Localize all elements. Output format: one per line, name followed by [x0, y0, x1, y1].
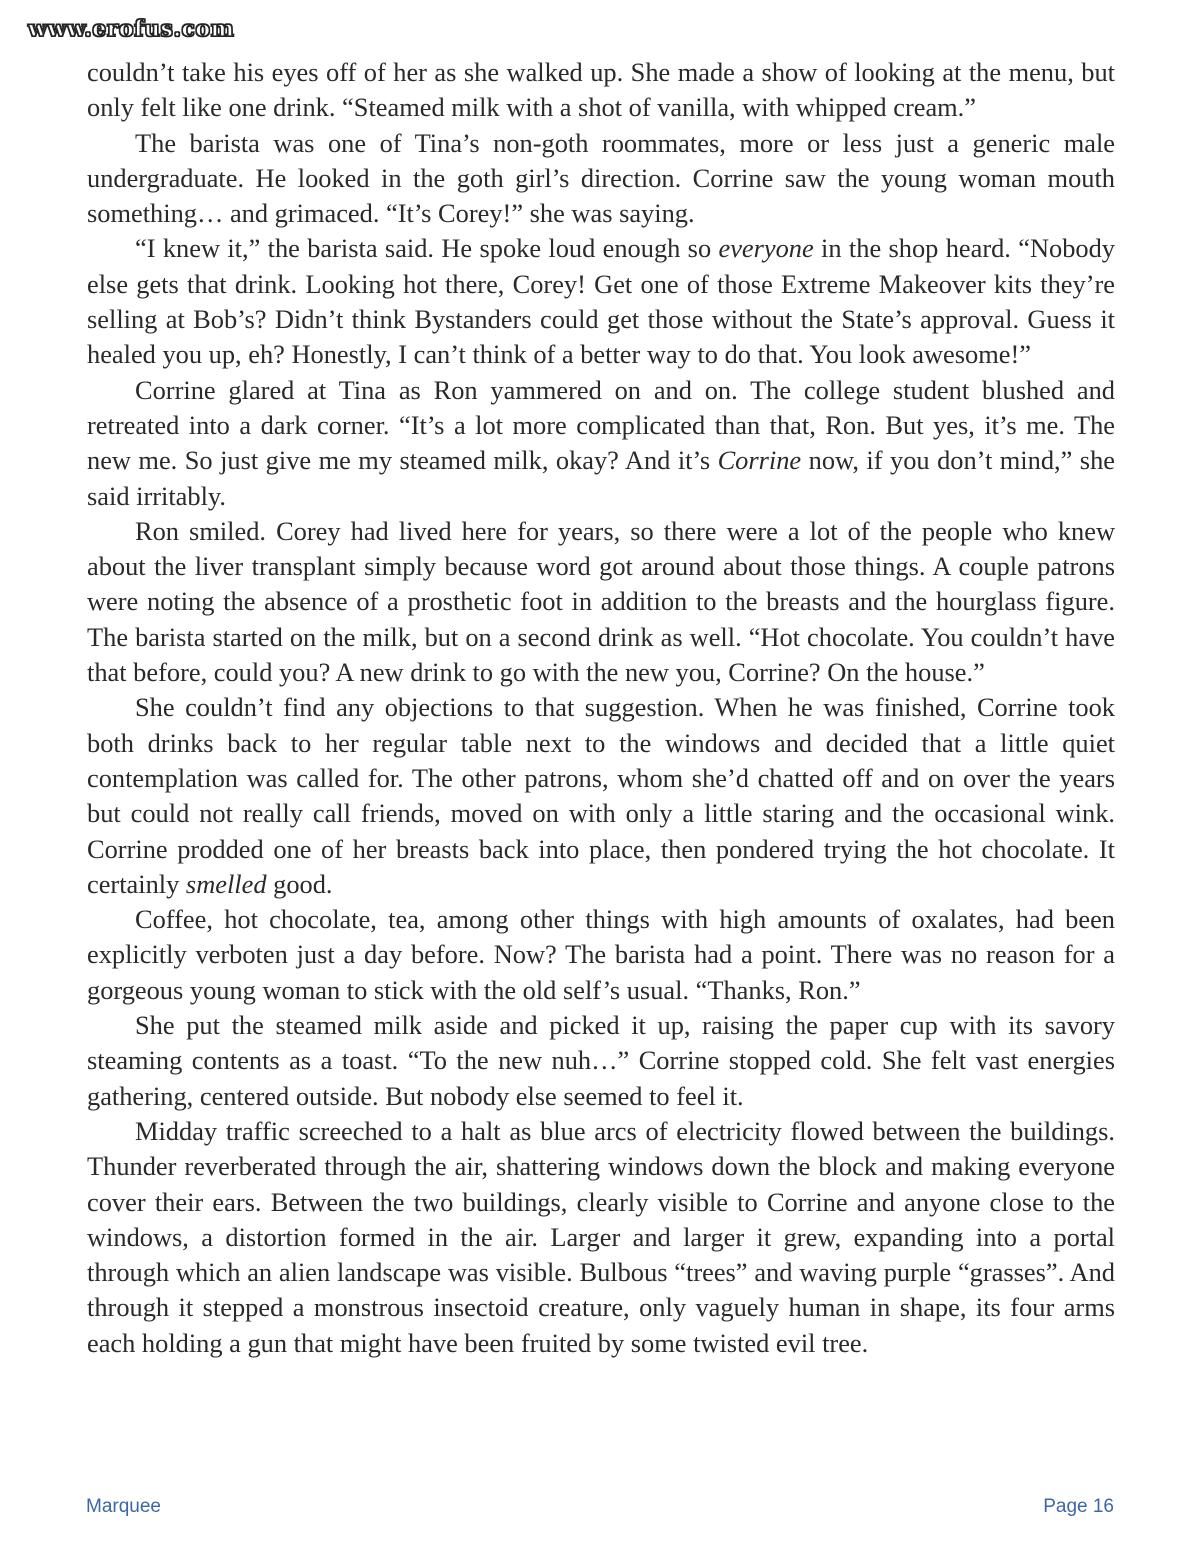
paragraph-6 [87, 690, 1115, 902]
paragraph-text: She put the steamed milk aside and picked it up, raising the paper cup with its savory steaming contents as a toast. “To the new nuh…” Corrine stopped cold. She felt vast energies gathering, centered outside. But nobody else seemed to feel it. [87, 1010, 1115, 1111]
paragraph-text: good. [266, 868, 333, 899]
paragraph-text: “I knew it,” the barista said. He spoke loud enough so [135, 233, 719, 264]
paragraph-text: Midday traffic screeched to a halt as blue arcs of electricity flowed between the buildings. Thunder reverberated through the air, shattering windows down the block and making everyone cover their ears. Between the two buildings, clearly visible to Corrine and anyone close to the windows, a distortion formed in the air. Larger and larger it grew, expanding into a portal through which an alien landscape was visible. Bulbous “trees” and waving purple “grasses”. And through it stepped a monstrous insectoid creature, only vaguely human in shape, its four arms each holding a gun that might have been fruited by some twisted evil tree. [87, 1115, 1115, 1358]
italic-emphasis: Corrine [717, 445, 802, 476]
paragraph-text: The barista was one of Tina’s non-goth roommates, more or less just a generic male undergraduate. He looked in the goth girl’s direction. Corrine saw the young woman mouth something… and grimaced. “It’s Corey!” she was saying. [87, 127, 1115, 229]
page-number: Page 16 [1043, 1496, 1114, 1517]
paragraph-text: now, if you don’t mind,” she said irritably. [87, 445, 1115, 511]
footer-title: Marquee [86, 1496, 161, 1517]
paragraph-2 [87, 126, 1115, 232]
paragraph-text: Coffee, hot chocolate, tea, among other things with high amounts of oxalates, had been explicitly verboten just a day before. Now? The barista had a point. There was no reason for a gorgeous young woman to stick with the old self’s usual. “Thanks, Ron.” [87, 904, 1115, 1005]
paragraph-text: in the shop heard. “Nobody else gets that drink. Looking hot there, Corey! Get one of those Extreme Makeover kits they’re selling at Bob’s? Didn’t think Bystanders could get those without the State’s approval. Guess it healed you up, eh? Honestly, I can’t think of a better way to do that. You look awesome!” [87, 233, 1115, 370]
paragraph-9 [87, 1114, 1115, 1361]
paragraph-4 [87, 373, 1115, 514]
paragraph-text: She couldn’t find any objections to that suggestion. When he was finished, Corrine took both drinks back to her regular table next to the windows and decided that a little quiet contemplation was called for. The other patrons, whom she’d chatted off and on over the years but could not really call friends, moved on with only a little staring and the occasional wink. Corrine prodded one of her breasts back into place, then pondered trying the hot chocolate. It certainly [87, 692, 1115, 899]
paragraph-text: couldn’t take his eyes off of her as she walked up. She made a show of looking at the menu, but only felt like one drink. “Steamed milk with a shot of vanilla, with whipped cream.” [87, 57, 1115, 123]
paragraph-8 [87, 1008, 1115, 1114]
paragraph-5 [87, 514, 1115, 690]
page-body [87, 55, 1115, 1361]
paragraph-text: Ron smiled. Corey had lived here for years, so there were a lot of the people who knew about the liver transplant simply because word got around about those things. A couple patrons were noting the absence of a prosthetic foot in addition to the breasts and the hourglass figure. The barista started on the milk, but on a second drink as well. “Hot chocolate. You couldn’t have that before, could you? A new drink to go with the new you, Corrine? On the house.” [87, 515, 1115, 688]
paragraph-7 [87, 902, 1115, 1008]
italic-emphasis: smelled [185, 868, 267, 899]
paragraph-1 [87, 55, 1115, 126]
italic-emphasis: everyone [718, 233, 814, 264]
paragraph-text: Corrine glared at Tina as Ron yammered on and on. The college student blushed and retreated into a dark corner. “It’s a lot more complicated than that, Ron. But yes, it’s me. The new me. So just give me my steamed milk, okay? And it’s [87, 374, 1115, 476]
watermark-text: www.erofus.com [28, 16, 235, 42]
paragraph-3 [87, 231, 1115, 372]
